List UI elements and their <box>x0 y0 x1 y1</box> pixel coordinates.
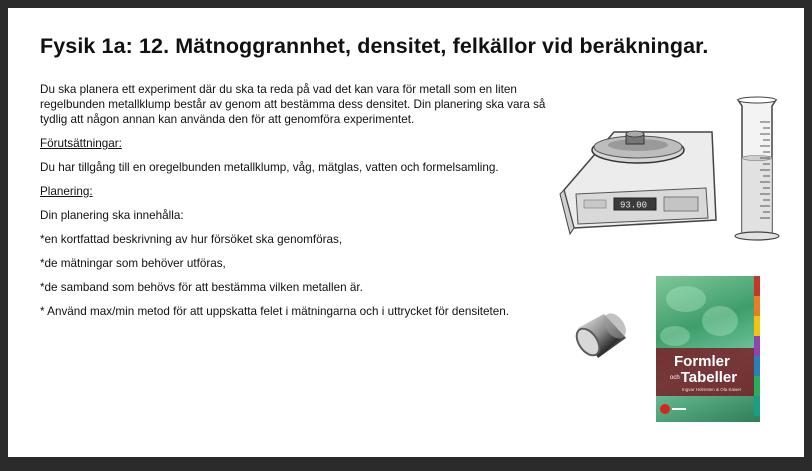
graduated-cylinder-icon <box>732 94 784 244</box>
book-tab <box>754 296 760 316</box>
planning-item-relations: *de samband som behövs för att bestämma vilken metallen är. <box>40 281 363 294</box>
book-color-tabs <box>754 276 760 422</box>
book-tab <box>754 396 760 416</box>
book-tab <box>754 356 760 376</box>
prerequisites-text: Du har tillgång till en oregelbunden metallklump, våg, mätglas, vatten och formelsamling. <box>40 161 499 174</box>
formula-book-image <box>656 276 760 422</box>
scale-icon <box>556 94 722 240</box>
body-text <box>40 82 555 328</box>
book-title-tabeller: Tabeller <box>680 369 738 386</box>
metal-cylinder-icon <box>568 300 632 370</box>
planning-item-measurements: *de mätningar som behöver utföras, <box>40 257 226 270</box>
book-tab <box>754 376 760 396</box>
planning-intro: Din planering ska innehålla: <box>40 209 184 222</box>
planning-item-error-method: * Använd max/min metod för att uppskatta felet i mätningarna och i uttrycket för densiteten. <box>40 305 510 318</box>
intro-paragraph: Du ska planera ett experiment där du ska ta reda på vad det kan vara för metall som en liten regelbunden metallklump består av genom att bestämma dess densitet. Din planering ska vara så tydlig att någon annan kan använda den för att genomföra experimentet. <box>40 83 546 126</box>
book-cover-blob <box>666 286 706 312</box>
book-title-line2 <box>670 369 737 386</box>
book-authors: Ingvar Holmsten & Ola Kaiser <box>682 387 742 392</box>
planning-heading: Planering: <box>40 185 93 198</box>
publisher-logo-icon <box>660 404 670 414</box>
publisher-logo-mark <box>672 408 686 410</box>
book-title-line1: Formler <box>674 353 730 370</box>
metal-piece-image <box>568 300 632 375</box>
page-title: Fysik 1a: 12. Mätnoggrannhet, densitet, felkällor vid beräkningar. <box>40 34 709 58</box>
prerequisites-heading: Förutsättningar: <box>40 137 122 150</box>
book-cover-blob <box>660 326 690 346</box>
book-title-prefix: och <box>670 375 680 382</box>
book-cover-blob <box>702 306 738 336</box>
scale-image <box>556 94 722 245</box>
book-tab <box>754 316 760 336</box>
scale-display: 93.00 <box>620 200 648 211</box>
graduated-cylinder-image <box>732 94 784 249</box>
planning-item-description: *en kortfattad beskrivning av hur försöket ska genomföras, <box>40 233 343 246</box>
book-tab <box>754 276 760 296</box>
slide-page <box>8 8 804 457</box>
book-tab <box>754 336 760 356</box>
